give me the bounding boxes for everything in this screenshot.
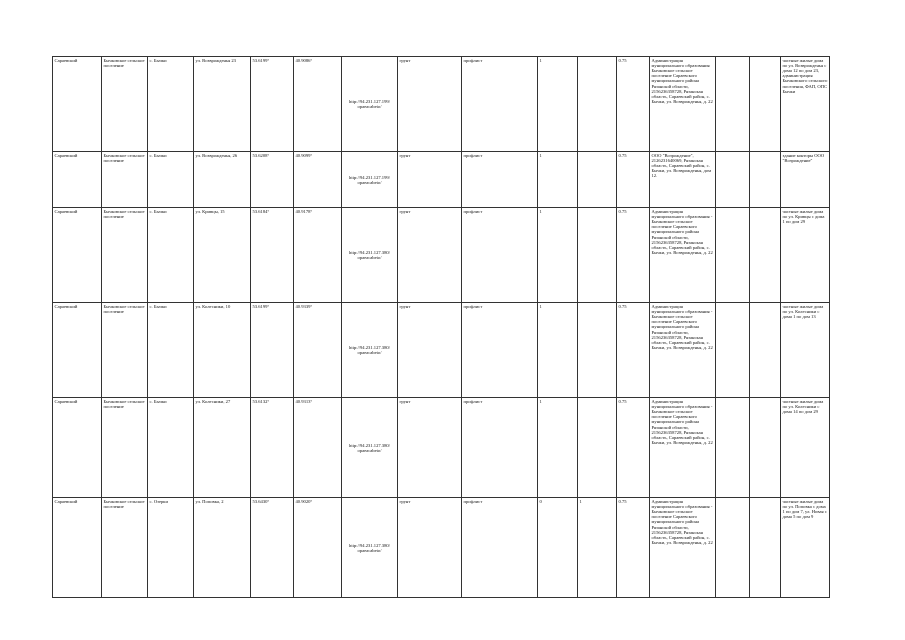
settlement-cell: Бычковское сельское поселение — [102, 152, 148, 208]
empty-cell — [750, 398, 781, 498]
latitude-cell: 53.6208° — [251, 152, 294, 208]
owner-cell: Администрация муниципального образования Бычковское сельское поселение Сараевского муниципального района Рязанской области, 2156236358728, Рязанская область, Сараевский район, с. Бычки, ул. Возврожденья, д. 22 — [650, 57, 716, 152]
empty-cell — [750, 303, 781, 398]
street-cell: ул. Возврожденья, 26 — [194, 152, 251, 208]
volume-cell: 0.75 — [617, 152, 650, 208]
district-cell: Сараевский — [53, 498, 102, 598]
table-row — [53, 498, 830, 598]
surface-cell: грунт — [398, 57, 462, 152]
container-count-cell: 0 — [538, 498, 578, 598]
empty-cell — [716, 398, 750, 498]
empty-cell — [716, 303, 750, 398]
district-cell: Сараевский — [53, 398, 102, 498]
street-cell: ул. Колесники, 10 — [194, 303, 251, 398]
map-link-cell: http://94.231.127.380/ораeacabeto/ — [342, 398, 398, 498]
surface-cell: грунт — [398, 152, 462, 208]
served-objects-cell: частные жилые дома по ул. Колесники с дома 1 по дом 13 — [781, 303, 830, 398]
table-row — [53, 303, 830, 398]
base-material-cell: профлист — [462, 498, 538, 598]
longitude-cell: 40.9178° — [294, 208, 342, 303]
longitude-cell: 40.9086° — [294, 57, 342, 152]
volume-cell: 0.75 — [617, 303, 650, 398]
settlement-cell: Бычковское сельское поселение — [102, 398, 148, 498]
base-material-cell: профлист — [462, 398, 538, 498]
street-cell: ул. Кривцы, 15 — [194, 208, 251, 303]
owner-cell: Администрация муниципального образования - Бычковское сельское поселение Сараевского муниципального района Рязанской области, 2156236358728, Рязанская область, Сараевский район, с. Бычки, ул. Возврожденья, д. 22 — [650, 208, 716, 303]
empty-cell — [750, 208, 781, 303]
settlement-cell: Бычковское сельское поселение — [102, 208, 148, 303]
container-count-cell: 1 — [538, 208, 578, 303]
container-planned-cell — [578, 303, 617, 398]
base-material-cell: профлист — [462, 57, 538, 152]
empty-cell — [716, 152, 750, 208]
locality-cell: с. Бычки — [148, 398, 194, 498]
container-planned-cell — [578, 152, 617, 208]
map-link-cell: http://94.231.127.380/ораeacabeto/ — [342, 208, 398, 303]
base-material-cell: профлист — [462, 152, 538, 208]
container-planned-cell: 1 — [578, 498, 617, 598]
table-row — [53, 57, 830, 152]
map-link-cell: http://94.231.127.199/ораeacabeto/ — [342, 152, 398, 208]
owner-cell: ООО "Возрождение", 2126231640069, Рязанская область, Сараевский район, с. Бычки, ул. Возврожденья, дом 12. — [650, 152, 716, 208]
table-row — [53, 208, 830, 303]
settlement-cell: Бычковское сельское поселение — [102, 498, 148, 598]
longitude-cell: 40.9020° — [294, 498, 342, 598]
latitude-cell: 53.6199° — [251, 303, 294, 398]
container-planned-cell — [578, 208, 617, 303]
longitude-cell: 40.9313° — [294, 398, 342, 498]
locality-cell: с. Озерки — [148, 498, 194, 598]
owner-cell: Администрация муниципального образования - Бычковское сельское поселение Сараевского муниципального района Рязанской области, 2156236358728, Рязанская область, Сараевский район, с. Бычки, ул. Возврожденья, д. 22 — [650, 498, 716, 598]
latitude-cell: 53.6184° — [251, 208, 294, 303]
map-link-cell: http://94.231.127.380/ораeacabeto/ — [342, 498, 398, 598]
street-cell: ул. Поповка, 2 — [194, 498, 251, 598]
container-count-cell: 1 — [538, 57, 578, 152]
locality-cell: с. Бычки — [148, 303, 194, 398]
owner-cell: Администрация муниципального образования - Бычковское сельское поселение Сараевского муниципального района Рязанской области, 2156236358728, Рязанская область, Сараевский район, с. Бычки, ул. Возврожденья, д. 22 — [650, 303, 716, 398]
locality-cell: с. Бычки — [148, 57, 194, 152]
container-count-cell: 1 — [538, 152, 578, 208]
container-planned-cell — [578, 398, 617, 498]
volume-cell: 0.75 — [617, 498, 650, 598]
empty-cell — [716, 498, 750, 598]
locality-cell: с. Бычки — [148, 208, 194, 303]
volume-cell: 0.75 — [617, 208, 650, 303]
served-objects-cell: частные жилые дома по ул. Поповка с дома 1 по дом 7, ул. Новая с дома 5 по дом 9 — [781, 498, 830, 598]
settlement-cell: Бычковское сельское поселение — [102, 303, 148, 398]
latitude-cell: 53.6430° — [251, 498, 294, 598]
settlement-cell: Бычковское сельское поселение — [102, 57, 148, 152]
surface-cell: грунт — [398, 303, 462, 398]
district-cell: Сараевский — [53, 57, 102, 152]
empty-cell — [750, 57, 781, 152]
served-objects-cell: здание конторы ООО "Возрождение" — [781, 152, 830, 208]
street-cell: ул. Возврожденья 23 — [194, 57, 251, 152]
base-material-cell: профлист — [462, 208, 538, 303]
empty-cell — [716, 57, 750, 152]
volume-cell: 0.75 — [617, 57, 650, 152]
surface-cell: грунт — [398, 498, 462, 598]
locality-cell: с. Бычки — [148, 152, 194, 208]
served-objects-cell: частные жилые дома по ул. Кривцы с дома 1 по дом 29 — [781, 208, 830, 303]
base-material-cell: профлист — [462, 303, 538, 398]
longitude-cell: 40.9339° — [294, 303, 342, 398]
volume-cell: 0.75 — [617, 398, 650, 498]
surface-cell: грунт — [398, 398, 462, 498]
empty-cell — [716, 208, 750, 303]
empty-cell — [750, 152, 781, 208]
owner-cell: Администрация муниципального образования - Бычковское сельское поселение Сараевского муниципального района Рязанской области, 2156236358728, Рязанская область, Сараевский район, с. Бычки, ул. Возврожденья, д. 22 — [650, 398, 716, 498]
served-objects-cell: частные жилые дома по ул. Возврожденья с дома 12 по дом 23, администрация Бычковского сельского поселения, ФАП, ОПС Бычки — [781, 57, 830, 152]
served-objects-cell: частные жилые дома по ул. Колесники с дома 14 по дом 29 — [781, 398, 830, 498]
longitude-cell: 40.9099° — [294, 152, 342, 208]
surface-cell: грунт — [398, 208, 462, 303]
district-cell: Сараевский — [53, 208, 102, 303]
table-row — [53, 152, 830, 208]
street-cell: ул. Колесники, 27 — [194, 398, 251, 498]
map-link-cell: http://94.231.127.380/ораeacabeto/ — [342, 303, 398, 398]
latitude-cell: 53.6132° — [251, 398, 294, 498]
district-cell: Сараевский — [53, 152, 102, 208]
district-cell: Сараевский — [53, 303, 102, 398]
container-planned-cell — [578, 57, 617, 152]
map-link-cell: http://94.231.127.199/ораeacabeto/ — [342, 57, 398, 152]
empty-cell — [750, 498, 781, 598]
container-count-cell: 1 — [538, 398, 578, 498]
table-row — [53, 398, 830, 498]
latitude-cell: 53.6199° — [251, 57, 294, 152]
container-count-cell: 1 — [538, 303, 578, 398]
waste-sites-table — [52, 56, 830, 598]
